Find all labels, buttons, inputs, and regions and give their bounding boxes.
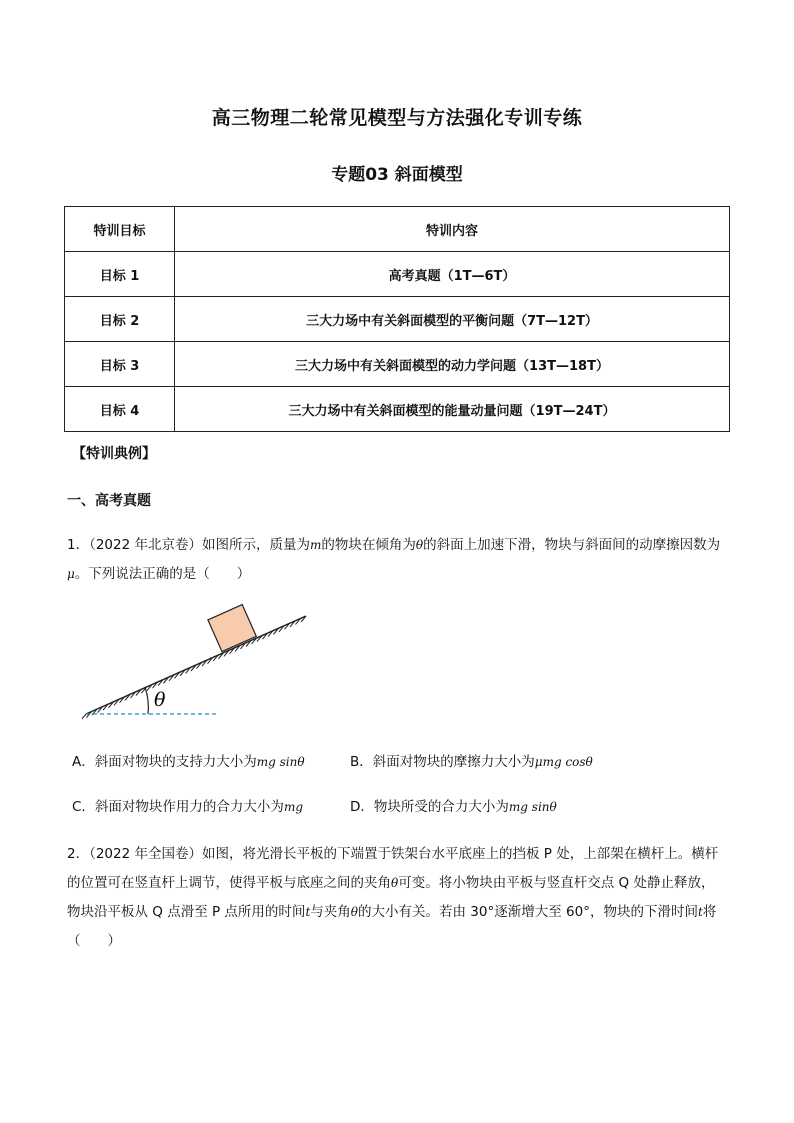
option-a — [72, 750, 305, 770]
incline-surface — [86, 616, 306, 714]
q2-text: 2．（2022 年全国卷）如图，将光滑长平板的下端置于铁架台水平底座上的挡板 P 处，上部架在横杆上。横杆的位置可在竖直杆上调节，使得平板与底座之间的夹角 — [67, 846, 719, 891]
option-d-formula: mg sinθ — [508, 800, 557, 814]
q2-text: 可变。将小物块由平板与竖直杆交点 Q 处静止释放，物块沿平板从 Q 点滑至 P 点所用的时间 — [67, 875, 715, 920]
block-shape — [208, 605, 256, 652]
q2-text: 的大小有关。若由 30°逐渐增大至 60°，物块的下滑时间 — [358, 904, 698, 920]
q1-theta-symbol: θ — [415, 538, 424, 552]
section-heading: 【特训典例】 — [72, 446, 156, 462]
q2-time-symbol: t — [305, 905, 311, 919]
q1-text: 的物块在倾角为 — [321, 537, 416, 553]
table-header-cell: 特训目标 — [65, 207, 175, 252]
hatch-mark — [82, 714, 86, 720]
table-row — [65, 387, 730, 432]
option-d-text: D．物块所受的合力大小为 — [350, 799, 509, 815]
document-title: 高三物理二轮常见模型与方法强化专训专练 — [211, 107, 583, 129]
q2-time-symbol: t — [697, 905, 703, 919]
table-cell: 目标 2 — [65, 297, 175, 342]
table-cell: 高考真题（1T—6T） — [175, 252, 730, 297]
option-b — [350, 750, 593, 770]
q1-mu-symbol: μ — [67, 567, 75, 581]
option-b-formula: μmg cosθ — [534, 755, 593, 769]
option-a-text: A．斜面对物块的支持力大小为 — [72, 754, 257, 770]
option-c — [72, 795, 303, 815]
q1-text: 的斜面上加速下滑，物块与斜面间的动摩擦因数为 — [423, 537, 721, 553]
table-cell: 目标 1 — [65, 252, 175, 297]
table-cell: 目标 4 — [65, 387, 175, 432]
table-row — [65, 297, 730, 342]
document-subtitle: 专题03 斜面模型 — [331, 165, 463, 185]
option-c-text: C．斜面对物块作用力的合力大小为 — [72, 799, 284, 815]
q2-theta-symbol: θ — [350, 905, 358, 919]
q2-text: 将（ ） — [67, 904, 717, 949]
table-cell: 三大力场中有关斜面模型的能量动量问题（19T—24T） — [175, 387, 730, 432]
training-targets-table — [64, 206, 730, 432]
table-row — [65, 252, 730, 297]
question-2-stem — [67, 840, 727, 956]
section-title: 一、高考真题 — [67, 493, 151, 509]
question-1-stem — [67, 531, 727, 589]
q1-text: 1．（2022 年北京卷）如图所示，质量为 — [67, 537, 310, 553]
q1-text: 。下列说法正确的是（ ） — [74, 566, 251, 582]
incline-diagram — [82, 598, 312, 722]
table-header-row — [65, 207, 730, 252]
angle-label: θ — [154, 689, 166, 711]
q2-text: 与夹角 — [310, 904, 351, 920]
block — [208, 605, 256, 652]
option-d — [350, 795, 557, 815]
option-a-formula: mg sinθ — [256, 755, 305, 769]
table-cell: 三大力场中有关斜面模型的平衡问题（7T—12T） — [175, 297, 730, 342]
table-header-cell: 特训内容 — [175, 207, 730, 252]
q1-mass-symbol: m — [310, 538, 322, 552]
q2-theta-symbol: θ — [391, 876, 399, 890]
option-c-formula: mg — [283, 800, 303, 814]
table-cell: 目标 3 — [65, 342, 175, 387]
table-cell: 三大力场中有关斜面模型的动力学问题（13T—18T） — [175, 342, 730, 387]
angle-arc — [145, 688, 148, 714]
option-b-text: B．斜面对物块的摩擦力大小为 — [350, 754, 535, 770]
table-row — [65, 342, 730, 387]
